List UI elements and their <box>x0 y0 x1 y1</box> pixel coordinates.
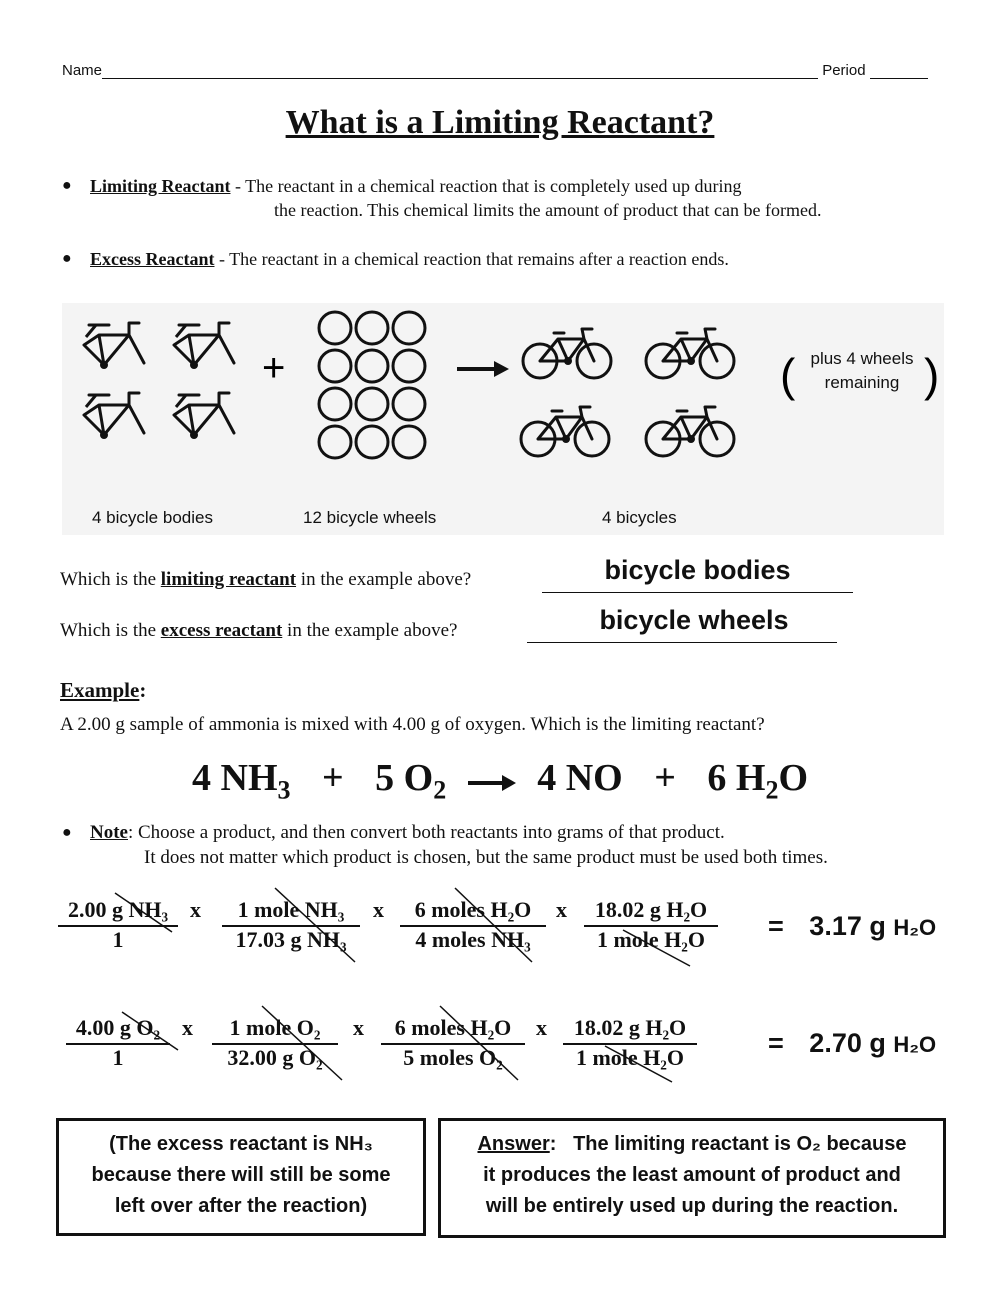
fraction-denominator: 17.03 g NH₃ <box>235 927 347 952</box>
fraction-numerator: 18.02 g H₂O <box>563 1015 697 1045</box>
answer-line2: it produces the least amount of product and <box>483 1164 901 1186</box>
equals-sign: = <box>768 911 784 941</box>
times-sign: x <box>353 1015 364 1040</box>
cancel-line <box>455 888 532 962</box>
fraction-numerator: 1 mole O₂ <box>212 1015 338 1045</box>
fraction-numerator: 6 moles H₂O <box>400 897 546 927</box>
fraction-denominator: 1 <box>112 1045 124 1070</box>
box-line: (The excess reactant is NH₃ <box>109 1133 373 1155</box>
result-unit: H₂O <box>893 1032 937 1057</box>
paren-open: ( <box>780 349 796 401</box>
result-unit: H₂O <box>893 915 937 940</box>
caption-bicycles: 4 bicycles <box>602 508 677 527</box>
box-line: left over after the reaction) <box>114 1195 368 1217</box>
diagram-plus: + <box>262 346 286 390</box>
eq-product-1: 4 NO <box>537 757 623 799</box>
definition-text: - The reactant in a chemical reaction that is completely used up during <box>234 176 742 196</box>
question-suffix: in the example above? <box>287 620 458 641</box>
fraction-denominator: 32.00 g O₂ <box>227 1045 323 1070</box>
paren-close: ) <box>924 349 940 401</box>
fraction-denominator: 1 <box>112 927 124 952</box>
definition-term: Excess Reactant <box>90 249 215 269</box>
page-title: What is a Limiting Reactant? <box>285 104 715 141</box>
fraction-numerator: 2.00 g NH₃ <box>58 897 178 927</box>
times-sign: x <box>373 897 384 922</box>
fraction-numerator: 4.00 g O₂ <box>66 1015 170 1045</box>
calc2-factor3 <box>381 1015 525 1071</box>
bullet-icon: ● <box>62 824 72 841</box>
fraction-numerator: 18.02 g H₂O <box>584 897 718 927</box>
remaining-line: plus 4 wheels <box>810 349 914 368</box>
fraction-denominator: 1 mole H₂O <box>575 1045 685 1070</box>
period-label: Period <box>822 62 866 79</box>
question-term: excess reactant <box>160 620 283 641</box>
bullet-icon: ● <box>62 250 72 267</box>
answer-line3: will be entirely used up during the reaction. <box>485 1195 899 1217</box>
equals-sign: = <box>768 1028 784 1058</box>
eq-plus: + <box>654 757 676 799</box>
eq-sub: 2 <box>433 775 447 805</box>
box-line: because there will still be some <box>91 1164 391 1186</box>
eq-plus: + <box>322 757 344 799</box>
name-label: Name <box>62 62 103 79</box>
eq-text: 6 H <box>707 757 766 799</box>
question-suffix: in the example above? <box>300 569 472 590</box>
fraction-denominator: 1 mole H₂O <box>596 927 706 952</box>
eq-sub: 2 <box>765 775 779 805</box>
times-sign: x <box>536 1015 547 1040</box>
note-text-cont: It does not matter which product is chosen, but the same product must be used both times. <box>144 847 828 868</box>
excess-reactant-box <box>56 1118 426 1236</box>
example-colon: : <box>139 678 147 702</box>
definition-text-cont: the reaction. This chemical limits the amount of product that can be formed. <box>274 200 822 220</box>
answer-excess[interactable]: bicycle wheels <box>599 605 789 635</box>
example-heading-label: Example <box>60 678 140 702</box>
calc2-result <box>768 1028 936 1059</box>
eq-text: 4 NH <box>192 757 278 799</box>
times-sign: x <box>556 897 567 922</box>
times-sign: x <box>190 897 201 922</box>
calc2-factor1 <box>66 1015 170 1071</box>
fraction-numerator: 6 moles H₂O <box>381 1015 525 1045</box>
answer-box <box>438 1118 946 1238</box>
remaining-line: remaining <box>824 373 900 392</box>
question-prefix: Which is the <box>60 620 157 641</box>
answer-label: Answer <box>477 1133 550 1155</box>
calc2-factor2 <box>212 1015 338 1071</box>
example-problem: A 2.00 g sample of ammonia is mixed with 4.00 g of oxygen. Which is the limiting reactant? <box>60 714 765 735</box>
answer-text: The limiting reactant is O₂ because <box>573 1133 907 1155</box>
eq-sub: 3 <box>277 775 291 805</box>
answer-colon: : <box>549 1133 557 1155</box>
caption-bodies: 4 bicycle bodies <box>92 508 213 527</box>
note-text: : Choose a product, and then convert both reactants into grams of that product. <box>127 822 725 843</box>
fraction-denominator: 5 moles O₂ <box>403 1045 503 1070</box>
result-value: 3.17 g <box>809 911 886 941</box>
eq-text: 5 O <box>375 757 434 799</box>
calc2-factor4 <box>563 1015 697 1071</box>
cancel-line <box>115 893 172 932</box>
times-sign: x <box>182 1015 193 1040</box>
definition-term: Limiting Reactant <box>90 176 231 196</box>
question-term: limiting reactant <box>160 569 297 590</box>
definition-text: - The reactant in a chemical reaction that remains after a reaction ends. <box>218 249 729 269</box>
question-prefix: Which is the <box>60 569 157 590</box>
fraction-numerator: 1 mole NH₃ <box>222 897 360 927</box>
note-term: Note <box>90 822 128 843</box>
answer-line1 <box>441 1129 943 1160</box>
fraction-denominator: 4 moles NH₃ <box>415 927 531 952</box>
result-value: 2.70 g <box>809 1028 886 1058</box>
answer-limiting[interactable]: bicycle bodies <box>604 555 791 585</box>
eq-text: O <box>778 757 808 799</box>
caption-wheels: 12 bicycle wheels <box>303 508 437 527</box>
cancel-line <box>623 930 690 966</box>
bullet-icon: ● <box>62 177 72 194</box>
cancel-line <box>275 888 355 962</box>
